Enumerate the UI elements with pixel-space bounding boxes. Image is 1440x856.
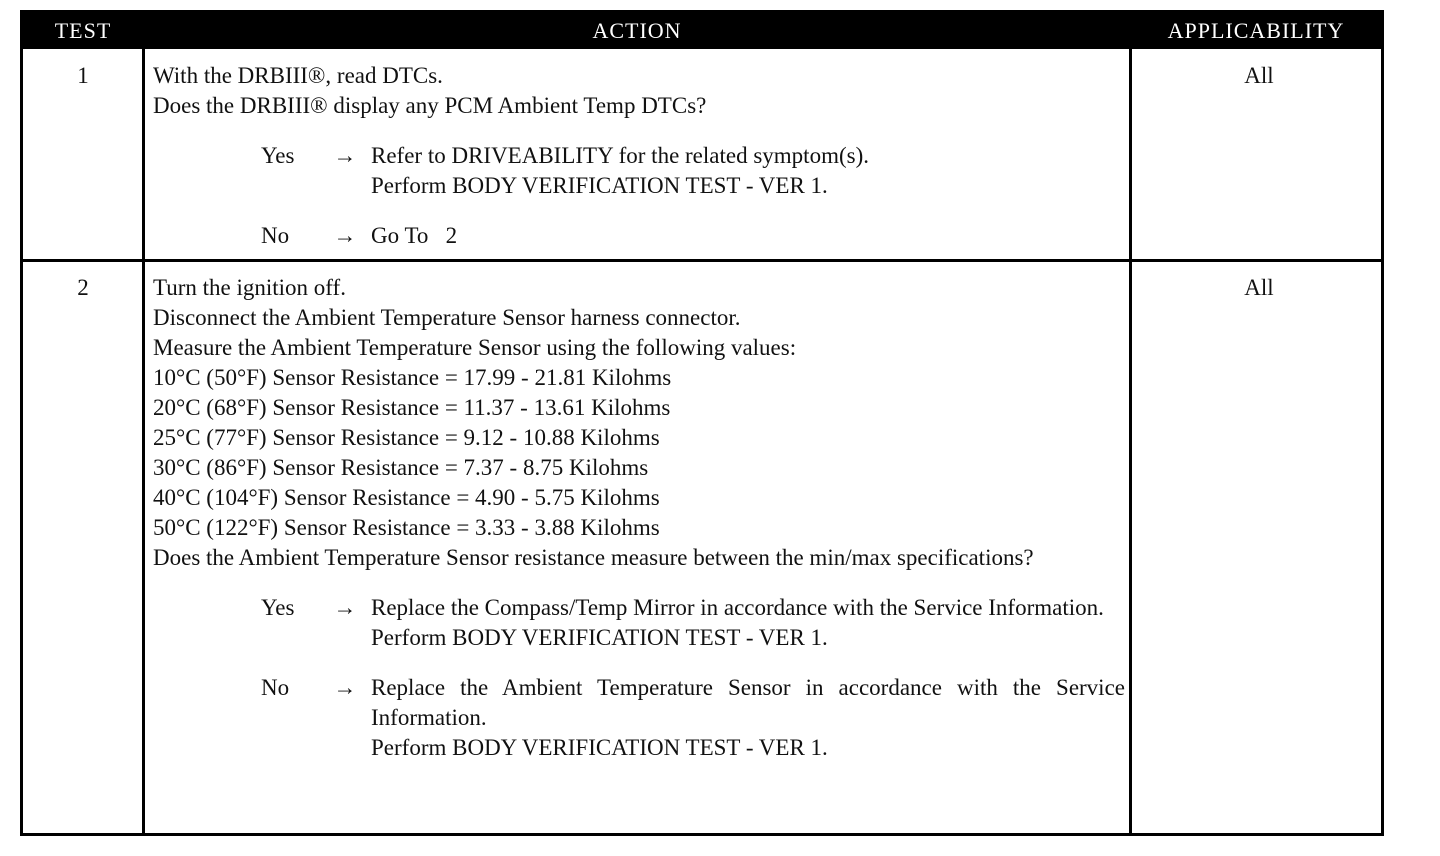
action-cell-1 (153, 61, 1125, 251)
header-applicability: APPLICABILITY (1167, 18, 1345, 43)
action-line: Does the DRBIII® display any PCM Ambient Temp DTCs? (153, 93, 707, 118)
arrow-icon: → (333, 595, 357, 620)
applicability-2: All (1244, 275, 1274, 300)
column-divider (142, 49, 145, 833)
no-label: No (261, 675, 290, 700)
resistance-spec: 20°C (68°F) Sensor Resistance = 11.37 - 13.61 Kilohms (153, 395, 671, 420)
row-divider (23, 259, 1381, 262)
action-cell-2 (153, 273, 1125, 763)
resistance-spec: 50°C (122°F) Sensor Resistance = 3.33 - 3.88 Kilohms (153, 515, 660, 540)
arrow-icon: → (333, 675, 357, 700)
resistance-spec: 30°C (86°F) Sensor Resistance = 7.37 - 8.75 Kilohms (153, 455, 649, 480)
no-branch (153, 673, 1125, 763)
test-number-1: 1 (77, 63, 89, 88)
yes-label: Yes (261, 143, 295, 168)
question-text: Does the Ambient Temperature Sensor resistance measure between the min/max specifications? (153, 545, 1034, 570)
action-line: Turn the ignition off. (153, 275, 346, 300)
branch-line: Perform BODY VERIFICATION TEST - VER 1. (371, 173, 828, 198)
applicability-1: All (1244, 63, 1274, 88)
resistance-spec: 25°C (77°F) Sensor Resistance = 9.12 - 10.88 Kilohms (153, 425, 660, 450)
branch-line: Go To 2 (371, 223, 458, 248)
arrow-icon: → (333, 223, 357, 248)
no-branch (153, 221, 1125, 251)
branch-line: Perform BODY VERIFICATION TEST - VER 1. (371, 735, 828, 760)
action-line: With the DRBIII®, read DTCs. (153, 63, 443, 88)
branch-line: Perform BODY VERIFICATION TEST - VER 1. (371, 625, 828, 650)
action-line: Disconnect the Ambient Temperature Sensor harness connector. (153, 305, 741, 330)
column-divider (1129, 49, 1132, 833)
diagnostic-table (20, 10, 1384, 836)
yes-branch (153, 141, 1125, 201)
yes-label: Yes (261, 595, 295, 620)
branch-line: Refer to DRIVEABILITY for the related symptom(s). (371, 143, 869, 168)
yes-branch (153, 593, 1125, 653)
test-number-2: 2 (77, 275, 89, 300)
no-label: No (261, 223, 290, 248)
arrow-icon: → (333, 143, 357, 168)
branch-paragraph: Replace the Ambient Temperature Sensor in accordance with the Service Information. (371, 675, 1125, 730)
header-action: ACTION (592, 18, 682, 43)
table-header (23, 13, 1381, 49)
header-test: TEST (54, 18, 112, 43)
branch-paragraph: Replace the Compass/Temp Mirror in accordance with the Service Information. (371, 595, 1104, 620)
resistance-spec: 40°C (104°F) Sensor Resistance = 4.90 - 5.75 Kilohms (153, 485, 660, 510)
action-line: Measure the Ambient Temperature Sensor using the following values: (153, 335, 797, 360)
resistance-spec: 10°C (50°F) Sensor Resistance = 17.99 - 21.81 Kilohms (153, 365, 672, 390)
